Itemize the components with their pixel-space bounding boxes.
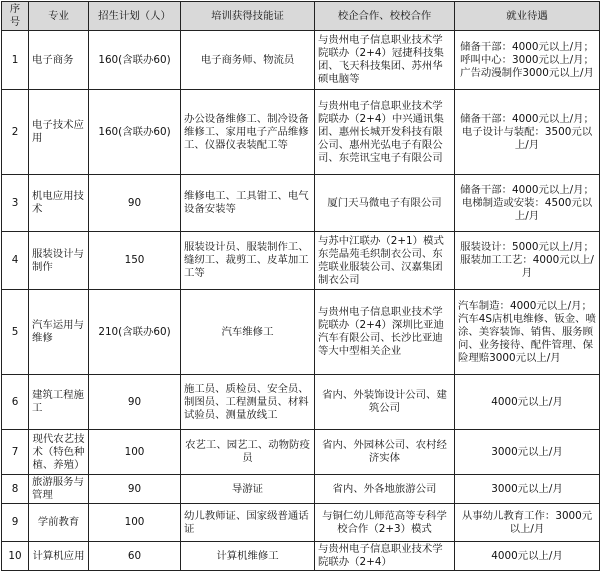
table-row: [2, 430, 600, 475]
cell-cert: 农艺工、园艺工、动物防疫员: [181, 430, 315, 475]
cell-plan: 100: [89, 430, 181, 475]
cell-no: 9: [2, 504, 29, 542]
enrollment-table: [1, 1, 600, 571]
table-row: [2, 31, 600, 90]
cell-plan: 90: [89, 375, 181, 430]
cell-job: 3000元以上/月: [455, 430, 600, 475]
cell-cert: 办公设备维修工、制冷设备维修工、家用电子产品维修工、仪器仪表装配工等: [181, 90, 315, 175]
table-row: [2, 290, 600, 375]
cell-job: 储备干部：4000元以上/月；呼叫中心：3000元以上/月；广告动漫制作3000元以上/月: [455, 31, 600, 90]
cell-coop: 省内、外装饰设计公司、建筑公司: [315, 375, 455, 430]
table-row: [2, 175, 600, 232]
cell-cert: 维修电工、工具钳工、电气设备安装等: [181, 175, 315, 232]
cell-major: 服装设计与制作: [29, 232, 89, 290]
cell-coop: 厦门天马微电子有限公司: [315, 175, 455, 232]
cell-no: 4: [2, 232, 29, 290]
header-coop: 校企合作、校校合作: [315, 2, 455, 31]
cell-major: 旅游服务与管理: [29, 475, 89, 504]
cell-job: 3000元以上/月: [455, 475, 600, 504]
cell-cert: 服装设计员、服装制作工、缝纫工、裁剪工、皮革加工工等: [181, 232, 315, 290]
cell-no: 10: [2, 542, 29, 571]
cell-coop: 与贵州电子信息职业技术学院联办（2+4）中兴通讯集团、惠州长城开发科技有限公司、惠州光弘电子有限公司、东莞讯宝电子有限公司: [315, 90, 455, 175]
cell-major: 现代农艺技术（特色种植、养殖）: [29, 430, 89, 475]
cell-job: 4000元以上/月: [455, 542, 600, 571]
cell-job: 储备干部：4000元以上/月；电子设计与装配：3500元以上/月: [455, 90, 600, 175]
cell-coop: 省内、外园林公司、农村经济实体: [315, 430, 455, 475]
cell-major: 汽车运用与维修: [29, 290, 89, 375]
cell-plan: 210(含联办60): [89, 290, 181, 375]
table-row: [2, 90, 600, 175]
cell-coop: 与苏中江联办（2+1）模式东莞晶苑毛织制衣公司、东莞联业服装公司、汉嘉集团制衣公司: [315, 232, 455, 290]
cell-plan: 60: [89, 542, 181, 571]
cell-coop: 与铜仁幼儿师范高等专科学校合作（2+3）模式: [315, 504, 455, 542]
header-job: 就业待遇: [455, 2, 600, 31]
cell-coop: 与贵州电子信息职业技术学院联办（2+4）: [315, 542, 455, 571]
cell-cert: 导游证: [181, 475, 315, 504]
cell-plan: 90: [89, 475, 181, 504]
cell-plan: 100: [89, 504, 181, 542]
header-plan: 招生计划（人）: [89, 2, 181, 31]
cell-plan: 160(含联办60): [89, 90, 181, 175]
enrollment-table-wrapper: [1, 1, 599, 571]
cell-job: 4000元以上/月: [455, 375, 600, 430]
table-row: [2, 504, 600, 542]
cell-cert: 计算机维修工: [181, 542, 315, 571]
header-cert: 培训获得技能证: [181, 2, 315, 31]
cell-major: 电子技术应用: [29, 90, 89, 175]
cell-major: 建筑工程施工: [29, 375, 89, 430]
header-major: 专业: [29, 2, 89, 31]
cell-no: 5: [2, 290, 29, 375]
cell-plan: 90: [89, 175, 181, 232]
header-row: [2, 2, 600, 31]
cell-major: 电子商务: [29, 31, 89, 90]
cell-no: 7: [2, 430, 29, 475]
table-row: [2, 232, 600, 290]
cell-coop: 省内、外各地旅游公司: [315, 475, 455, 504]
cell-coop: 与贵州电子信息职业技术学院联办（2+4）深圳比亚迪汽车有限公司、长沙比亚迪等大中型相关企业: [315, 290, 455, 375]
table-row: [2, 542, 600, 571]
cell-coop: 与贵州电子信息职业技术学院联办（2+4）冠捷科技集团、飞天科技集团、苏州华硕电脑等: [315, 31, 455, 90]
cell-cert: 电子商务师、物流员: [181, 31, 315, 90]
cell-job: 汽车制造：4000元以上/月；汽车4S店机电维修、钣金、喷涂、美容装饰、销售、服务顾问、业务接待、配件管理、保险理赔3000元以上/月: [455, 290, 600, 375]
cell-plan: 150: [89, 232, 181, 290]
cell-no: 2: [2, 90, 29, 175]
table-row: [2, 475, 600, 504]
cell-cert: 汽车维修工: [181, 290, 315, 375]
cell-no: 3: [2, 175, 29, 232]
cell-major: 计算机应用: [29, 542, 89, 571]
cell-no: 8: [2, 475, 29, 504]
cell-cert: 施工员、质检员、安全员、制图员、工程测量员、材料试验员、测量放线工: [181, 375, 315, 430]
cell-job: 服装设计：5000元以上/月；服装加工工艺：4000元以上/月: [455, 232, 600, 290]
cell-major: 机电应用技术: [29, 175, 89, 232]
cell-plan: 160(含联办60): [89, 31, 181, 90]
cell-no: 1: [2, 31, 29, 90]
cell-cert: 幼儿教师证、国家级普通话证: [181, 504, 315, 542]
header-no: 序号: [2, 2, 29, 31]
table-row: [2, 375, 600, 430]
cell-job: 储备干部：4000元以上/月；电梯制造或安装：4500元以上/月: [455, 175, 600, 232]
cell-job: 从事幼儿教育工作：3000元以上/月: [455, 504, 600, 542]
cell-no: 6: [2, 375, 29, 430]
cell-major: 学前教育: [29, 504, 89, 542]
